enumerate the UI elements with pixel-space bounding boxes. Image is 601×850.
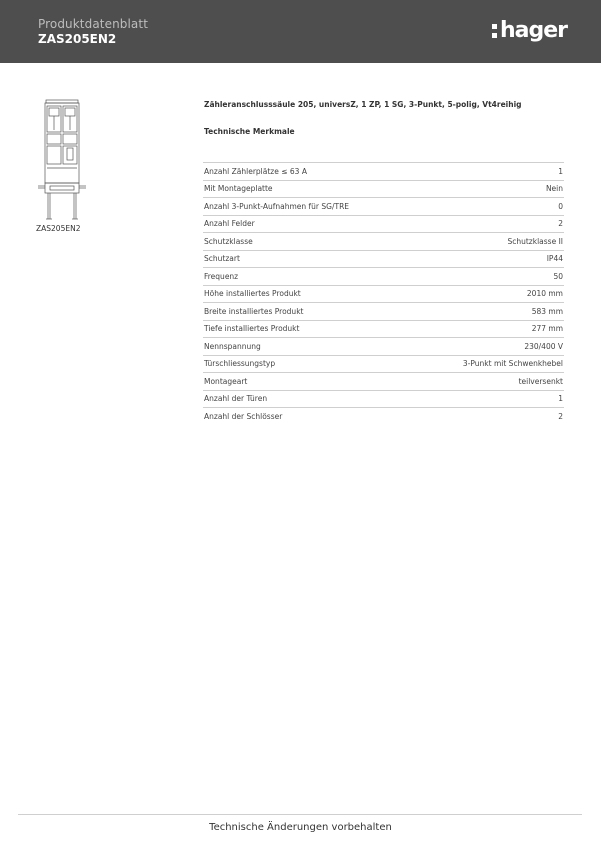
spec-label: Anzahl Felder <box>204 219 255 229</box>
product-caption: ZAS205EN2 <box>36 224 81 233</box>
table-row <box>203 407 564 425</box>
table-row <box>203 285 564 303</box>
spec-value: 2 <box>558 411 563 421</box>
table-row <box>203 197 564 215</box>
table-row <box>203 215 564 233</box>
logo-dots-icon <box>492 21 498 39</box>
table-row <box>203 372 564 390</box>
table-row <box>203 267 564 285</box>
table-row <box>203 162 564 180</box>
spec-value: 583 mm <box>531 306 563 316</box>
product-drawing <box>36 98 88 224</box>
specs-table <box>203 162 564 425</box>
spec-value: IP44 <box>546 254 563 264</box>
table-row <box>203 355 564 373</box>
product-title: Zähleranschlusssäule 205, universZ, 1 ZP, 1 SG, 3-Punkt, 5-polig, Vt4reihig <box>204 100 522 109</box>
spec-label: Nennspannung <box>204 341 261 351</box>
spec-label: Schutzart <box>204 254 240 264</box>
spec-label: Schutzklasse <box>204 236 253 246</box>
table-row <box>203 232 564 250</box>
product-code: ZAS205EN2 <box>38 32 117 46</box>
spec-value: 0 <box>558 201 563 211</box>
table-row <box>203 320 564 338</box>
table-row <box>203 337 564 355</box>
logo-text: hager <box>500 17 568 43</box>
spec-label: Tiefe installiertes Produkt <box>204 324 300 334</box>
spec-value: Nein <box>545 184 563 194</box>
spec-value: 2010 mm <box>526 289 563 299</box>
hager-logo <box>492 14 572 46</box>
spec-label: Anzahl der Schlösser <box>204 411 283 421</box>
spec-label: Breite installiertes Produkt <box>204 306 304 316</box>
spec-value: 1 <box>558 166 563 176</box>
spec-value: 3-Punkt mit Schwenkhebel <box>462 359 563 369</box>
spec-value: 2 <box>558 219 563 229</box>
spec-value: Schutzklasse II <box>507 236 563 246</box>
spec-label: Höhe installiertes Produkt <box>204 289 301 299</box>
section-title: Technische Merkmale <box>204 127 295 136</box>
table-row <box>203 302 564 320</box>
spec-label: Montageart <box>204 376 248 386</box>
footer-divider <box>18 814 582 815</box>
spec-value: 1 <box>558 394 563 404</box>
spec-label: Mit Montageplatte <box>204 184 273 194</box>
spec-value: teilversenkt <box>518 376 563 386</box>
table-row <box>203 250 564 268</box>
table-row <box>203 390 564 408</box>
spec-value: 277 mm <box>531 324 563 334</box>
table-row <box>203 180 564 198</box>
document-type-label: Produktdatenblatt <box>38 17 148 31</box>
spec-value: 230/400 V <box>524 341 563 351</box>
page-header <box>0 0 601 63</box>
spec-label: Anzahl 3-Punkt-Aufnahmen für SG/TRE <box>204 201 350 211</box>
spec-label: Türschliessungstyp <box>204 359 276 369</box>
spec-value: 50 <box>553 271 563 281</box>
spec-label: Anzahl Zählerplätze ≤ 63 A <box>204 166 307 176</box>
spec-label: Frequenz <box>204 271 239 281</box>
footer-note: Technische Änderungen vorbehalten <box>209 822 392 833</box>
spec-label: Anzahl der Türen <box>204 394 268 404</box>
